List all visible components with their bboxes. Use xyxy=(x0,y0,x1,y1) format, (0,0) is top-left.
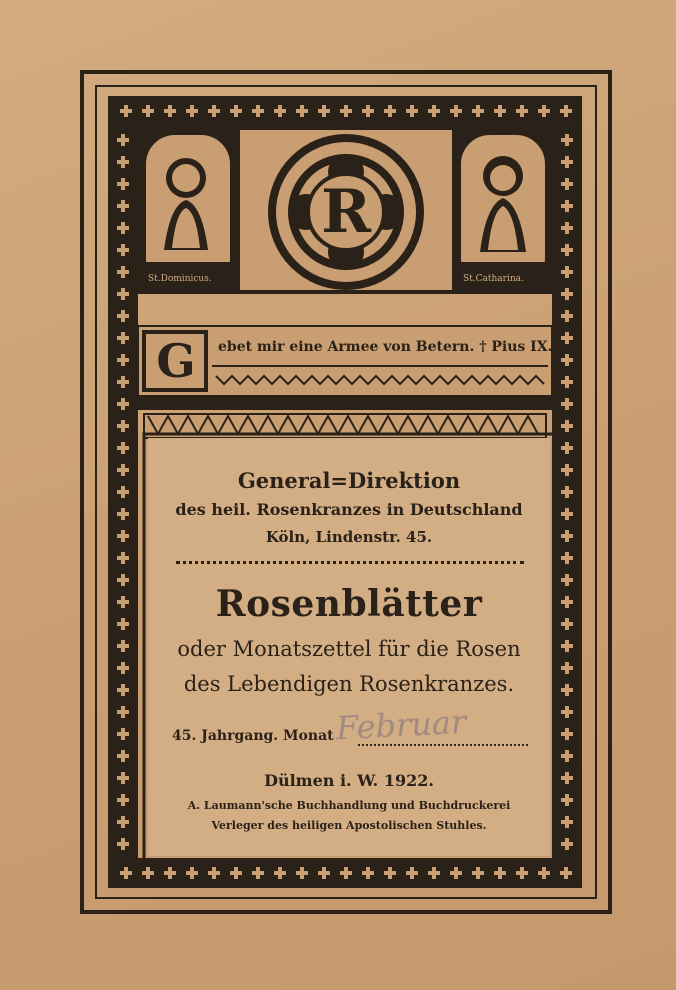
rosary-emblem-letter: R xyxy=(321,177,371,247)
org-address: Köln, Lindenstr. 45. xyxy=(265,528,433,546)
issue-label: 45. Jahrgang. Monat xyxy=(172,728,334,744)
subtitle-line-1: oder Monatszettel für die Rosen xyxy=(177,637,521,661)
left-saint-label: St.Dominicus. xyxy=(148,274,212,284)
publisher-line-2: Verleger des heiligen Apostolischen Stuhles. xyxy=(211,819,487,832)
org-subtitle: des heil. Rosenkranzes in Deutschland xyxy=(175,500,523,519)
place-year: Dülmen i. W. 1922. xyxy=(264,771,434,790)
handwritten-month: Februar xyxy=(335,702,468,748)
right-saint-label: St.Catharina. xyxy=(463,274,524,284)
initial-capital-letter: G xyxy=(156,334,196,388)
publisher-line-1: A. Laumann'sche Buchhandlung und Buchdruckerei xyxy=(187,799,511,812)
dotted-divider xyxy=(176,561,524,564)
subtitle-line-2: des Lebendigen Rosenkranzes. xyxy=(183,672,515,696)
title-panel xyxy=(148,438,550,856)
org-title: General=Direktion xyxy=(237,468,461,493)
main-title: Rosenblätter xyxy=(215,583,483,625)
prayer-line: ebet mir eine Armee von Betern. † Pius IX. xyxy=(218,339,553,355)
